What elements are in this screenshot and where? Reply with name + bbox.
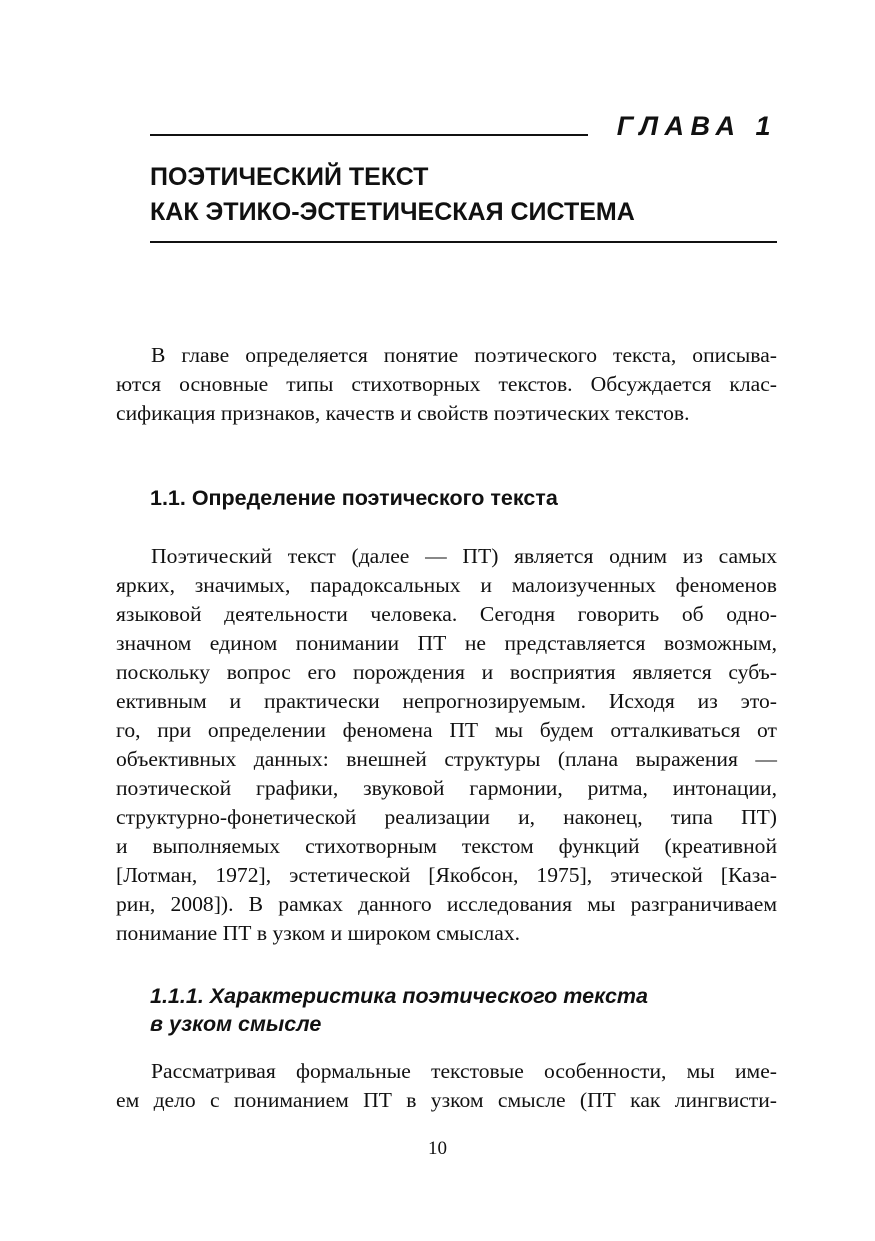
chapter-title-line: КАК ЭТИКО-ЭСТЕТИЧЕСКАЯ СИСТЕМА (150, 198, 635, 226)
text-line: объективных данных: внешней структуры (плана выражения — (116, 747, 777, 771)
text-line: понимание ПТ в узком и широком смыслах. (116, 921, 521, 945)
text-line: Поэтический текст (далее — ПТ) является одним из самых (151, 544, 777, 568)
text-line: и выполняемых стихотворным текстом функций (креативной (116, 834, 777, 858)
section-1-1-paragraph (116, 542, 777, 948)
text-line: поскольку вопрос его порождения и восприятия является субъ- (116, 660, 777, 684)
chapter-header (150, 108, 777, 148)
text-line: поэтической графики, звуковой гармонии, ритма, интонации, (116, 776, 777, 800)
text-line: структурно-фонетической реализации и, наконец, типа ПТ) (116, 805, 777, 829)
chapter-rule-divider (150, 134, 588, 136)
page-number: 10 (428, 1138, 447, 1159)
section-heading-text: 1.1. Определение поэтического текста (150, 486, 558, 510)
section-1-1-1-paragraph (116, 1057, 777, 1115)
section-heading-1-1-1 (150, 982, 777, 1038)
text-line: ем дело с пониманием ПТ в узком смысле (ПТ как лингвисти- (116, 1088, 777, 1112)
section-heading-line: 1.1.1. Характеристика поэтического текста (150, 984, 649, 1008)
text-line: ярких, значимых, парадоксальных и малоизученных феноменов (116, 573, 777, 597)
text-line: Рассматривая формальные текстовые особенности, мы име- (151, 1059, 777, 1083)
text-line: ются основные типы стихотворных текстов. Обсуждается клас- (116, 372, 777, 396)
text-line: В главе определяется понятие поэтического текста, описыва- (151, 343, 777, 367)
title-rule-divider (150, 241, 777, 243)
intro-paragraph (116, 341, 777, 428)
chapter-label: ГЛАВА 1 (616, 111, 777, 141)
text-line: сификация признаков, качеств и свойств поэтических текстов. (116, 401, 690, 425)
chapter-title (150, 160, 777, 230)
text-line: [Лотман, 1972], эстетической [Якобсон, 1975], этической [Каза- (116, 863, 777, 887)
text-line: значном едином понимании ПТ не представляется возможным, (116, 631, 777, 655)
section-heading-1-1 (150, 484, 777, 512)
section-heading-line: в узком смысле (150, 1012, 322, 1036)
text-line: языковой деятельности человека. Сегодня говорить об одно- (116, 602, 777, 626)
text-line: ективным и практически непрогнозируемым. Исходя из это- (116, 689, 777, 713)
chapter-title-line: ПОЭТИЧЕСКИЙ ТЕКСТ (150, 163, 429, 191)
text-line: го, при определении феномена ПТ мы будем отталкиваться от (116, 718, 777, 742)
text-line: рин, 2008]). В рамках данного исследования мы разграничиваем (116, 892, 777, 916)
